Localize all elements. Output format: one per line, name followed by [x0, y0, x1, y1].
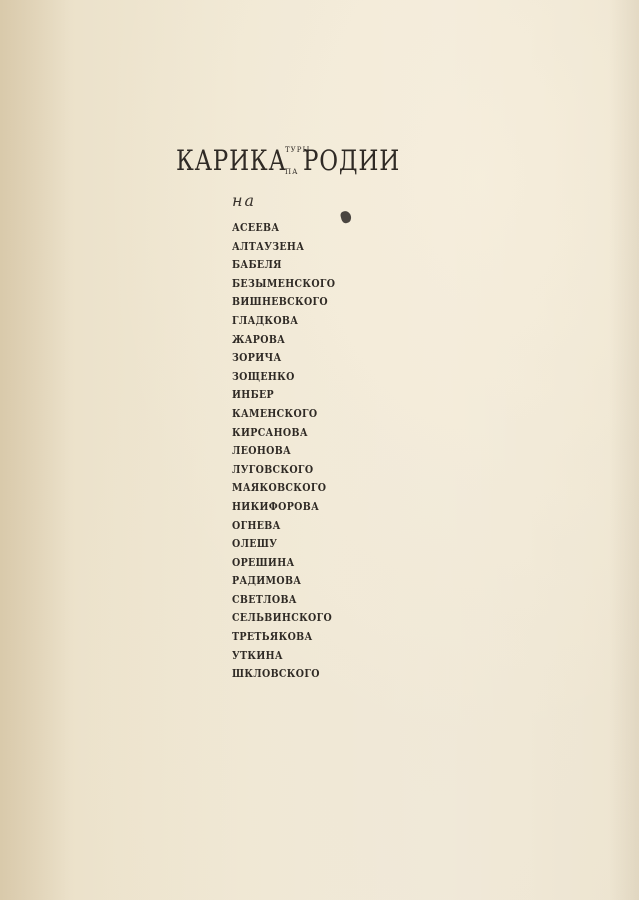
author-name: ИНБЕР — [232, 388, 275, 402]
author-name: ШКЛОВСКОГО — [232, 667, 320, 681]
author-name: ЗОРИЧА — [232, 351, 282, 365]
title-subscript: ПА — [285, 168, 299, 176]
author-name: МАЯКОВСКОГО — [232, 481, 327, 495]
title-superscript: ТУРЫ — [285, 146, 311, 154]
author-name: КИРСАНОВА — [232, 425, 308, 439]
author-name: БАБЕЛЯ — [232, 258, 282, 272]
author-name: КАМЕНСКОГО — [232, 406, 318, 420]
author-name: ВИШНЕВСКОГО — [232, 295, 329, 309]
author-name: РАДИМОВА — [232, 574, 302, 588]
author-name: БЕЗЫМЕНСКОГО — [232, 276, 336, 290]
author-name: ЛУГОВСКОГО — [232, 462, 314, 476]
preposition-label: на — [232, 191, 257, 210]
author-list — [232, 219, 352, 684]
author-name: АСЕЕВА — [232, 221, 280, 234]
author-name: СЕЛЬВИНСКОГО — [232, 611, 333, 625]
author-name: АЛТАУЗЕНА — [232, 239, 305, 253]
author-name: ТРЕТЬЯКОВА — [232, 630, 313, 644]
author-name: ЗОЩЕНКО — [232, 369, 295, 383]
author-name: СВЕТЛОВА — [232, 592, 297, 606]
author-name: ОГНЕВА — [232, 518, 281, 532]
title-part-rodii: РОДИИ — [303, 144, 401, 177]
author-name: ЛЕОНОВА — [232, 444, 292, 458]
author-name: НИКИФОРОВА — [232, 499, 320, 513]
author-name: УТКИНА — [232, 648, 283, 662]
title-part-karika: КАРИКА — [176, 144, 287, 177]
author-name: ОРЕШИНА — [232, 555, 295, 569]
author-name: ГЛАДКОВА — [232, 313, 299, 327]
author-name: ЖАРОВА — [232, 332, 286, 346]
author-name: ОЛЕШУ — [232, 537, 278, 551]
